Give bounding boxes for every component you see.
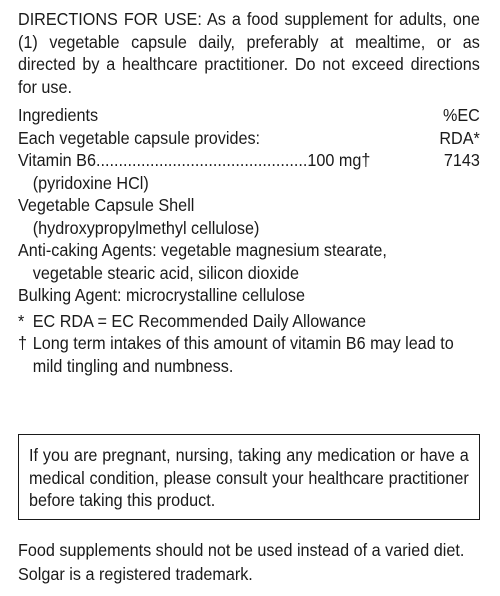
vitamin-b6-form: (pyridoxine HCl) xyxy=(32,172,149,193)
capsule-shell-label: Vegetable Capsule Shell xyxy=(18,195,195,215)
footnote-rda xyxy=(18,310,480,333)
dagger-symbol: † xyxy=(18,333,28,353)
footer xyxy=(18,538,465,586)
vitamin-b6-amount: 100 mg† xyxy=(307,150,371,170)
ingredients-heading: Ingredients xyxy=(18,105,99,125)
ec-heading: %EC xyxy=(442,105,480,125)
footnotes xyxy=(18,310,480,378)
supplement-label xyxy=(18,8,480,377)
asterisk-symbol: * xyxy=(18,310,25,331)
footer-diet-note: Food supplements should not be used instead of a varied diet. xyxy=(18,540,465,560)
warning-text: If you are pregnant, nursing, taking any medication or have a medical condition, please consult your healthcare practitioner before taking this product. xyxy=(29,445,469,510)
rda-heading: RDA* xyxy=(439,127,480,148)
bulking-agent: Bulking Agent: microcrystalline cellulose xyxy=(18,285,305,305)
vitamin-b6-rda: 7143 xyxy=(443,150,480,170)
footnote-dagger-text: Long term intakes of this amount of vitamin B6 may lead to mild tingling and numbness. xyxy=(32,333,454,376)
footnote-dagger xyxy=(18,332,480,377)
leader-dots: ............................................... xyxy=(95,150,308,170)
table-subheader-row xyxy=(18,127,480,150)
footnote-rda-text: EC RDA = EC Recommended Daily Allowance xyxy=(32,310,367,331)
directions-for-use: DIRECTIONS FOR USE: As a food supplement for adults, one (1) vegetable capsule daily, preferably at mealtime, or as directed by a healthcare practitioner. Do not exceed directions for use. xyxy=(18,9,480,97)
vitamin-b6-row xyxy=(18,149,480,172)
warning-box xyxy=(18,434,480,520)
footer-trademark: Solgar is a registered trademark. xyxy=(18,564,253,584)
ingredients-table xyxy=(18,104,480,307)
anticaking-agents-line1: Anti-caking Agents: vegetable magnesium stearate, xyxy=(18,240,387,260)
vitamin-b6-entry xyxy=(18,149,425,172)
vitamin-b6-name: Vitamin B6 xyxy=(18,150,96,170)
capsule-provides-heading: Each vegetable capsule provides: xyxy=(18,127,261,148)
anticaking-agents-line2: vegetable stearic acid, silicon dioxide xyxy=(32,262,300,283)
table-header-row xyxy=(18,104,480,127)
capsule-shell-form: (hydroxypropylmethyl cellulose) xyxy=(32,217,260,238)
